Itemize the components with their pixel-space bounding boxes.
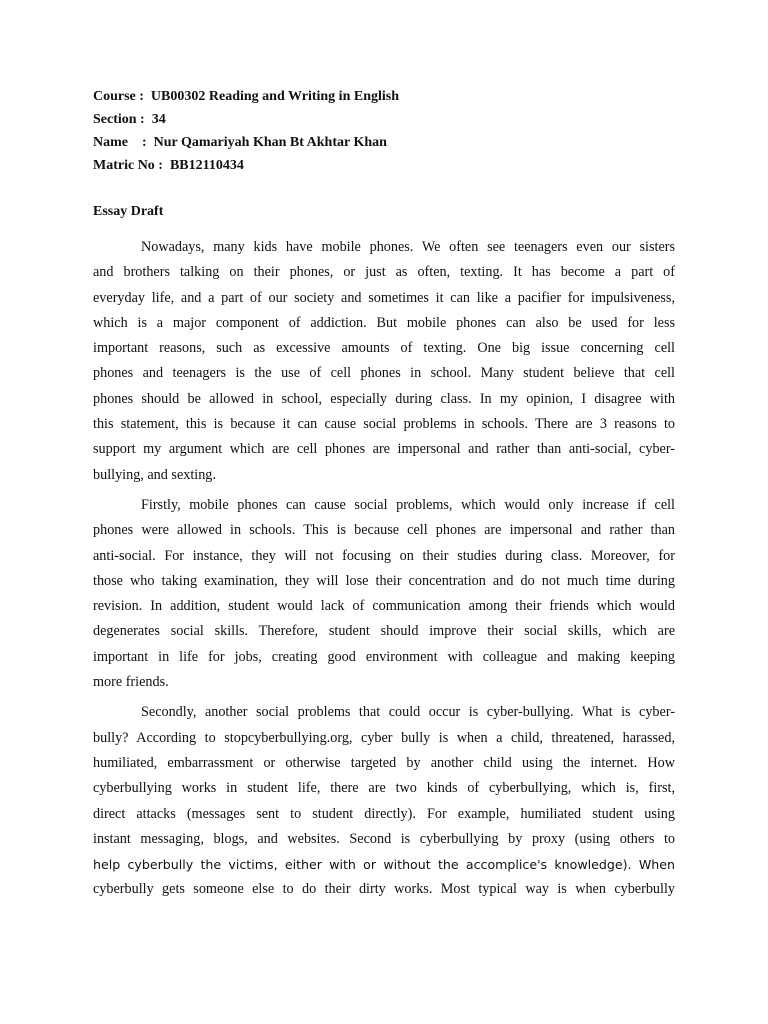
paragraph-line: anti-social. For instance, they will not focusing on their studies during class. Moreover, for: [93, 547, 675, 564]
paragraph-line: support my argument which are cell phones are impersonal and rather than anti-social, cyber-: [93, 441, 675, 458]
paragraph-line: those who taking examination, they will lose their concentration and do not much time during: [93, 572, 675, 589]
paragraph-line: important in life for jobs, creating good environment with colleague and making keeping: [93, 648, 675, 665]
paragraph-line: bully? According to stopcyberbullying.org, cyber bully is when a child, threatened, harassed,: [93, 729, 675, 746]
paragraph-line: cyberbully gets someone else to do their dirty works. Most typical way is when cyberbully: [93, 881, 675, 898]
paragraph-line: revision. In addition, student would lack of communication among their friends which would: [93, 598, 675, 615]
document-page: [93, 85, 675, 908]
matric-line: Matric No : BB12110434: [93, 158, 244, 173]
paragraph-line: humiliated, embarrassment or otherwise targeted by another child using the internet. How: [93, 754, 675, 771]
paragraph-line: phones should be allowed in school, especially during class. In my opinion, I disagree with: [93, 390, 675, 407]
paragraph-2: [93, 493, 675, 695]
paragraph-line: phones were allowed in schools. This is because cell phones are impersonal and rather than: [93, 522, 675, 539]
paragraph-line: help cyberbully the victims, either with or without the accomplice's knowledge). When: [93, 857, 675, 873]
paragraph-line: Secondly, another social problems that could occur is cyber-bullying. What is cyber-: [141, 704, 675, 721]
paragraph-line: bullying, and sexting.: [93, 466, 216, 483]
paragraph-3: [93, 700, 675, 902]
paragraph-line: cyberbullying works in student life, there are two kinds of cyberbullying, which is, first,: [93, 780, 675, 797]
name-line: Name : Nur Qamariyah Khan Bt Akhtar Khan: [93, 135, 387, 150]
paragraph-1: [93, 235, 675, 488]
paragraph-line: everyday life, and a part of our society and sometimes it can like a pacifier for impulsiveness,: [93, 289, 675, 306]
paragraph-line: direct attacks (messages sent to student directly). For example, humiliated student using: [93, 805, 675, 822]
paragraph-line: Firstly, mobile phones can cause social problems, which would only increase if cell: [141, 496, 675, 513]
paragraph-line: important reasons, such as excessive amounts of texting. One big issue concerning cell: [93, 340, 675, 357]
paragraph-line: and brothers talking on their phones, or just as often, texting. It has become a part of: [93, 264, 675, 281]
paragraph-line: more friends.: [93, 674, 169, 691]
paragraph-line: this statement, this is because it can cause social problems in schools. There are 3 reasons to: [93, 416, 675, 433]
paragraph-line: Nowadays, many kids have mobile phones. We often see teenagers even our sisters: [141, 239, 675, 255]
essay-title: Essay Draft: [93, 204, 164, 219]
paragraph-line: phones and teenagers is the use of cell phones in school. Many student believe that cell: [93, 365, 675, 382]
paragraph-line: degenerates social skills. Therefore, student should improve their social skills, which are: [93, 623, 675, 640]
paragraph-line: instant messaging, blogs, and websites. Second is cyberbullying by proxy (using others to: [93, 830, 675, 847]
section-line: Section : 34: [93, 112, 166, 127]
course-line: Course : UB00302 Reading and Writing in English: [93, 89, 399, 104]
paragraph-line: which is a major component of addiction. But mobile phones can also be used for less: [93, 314, 675, 331]
